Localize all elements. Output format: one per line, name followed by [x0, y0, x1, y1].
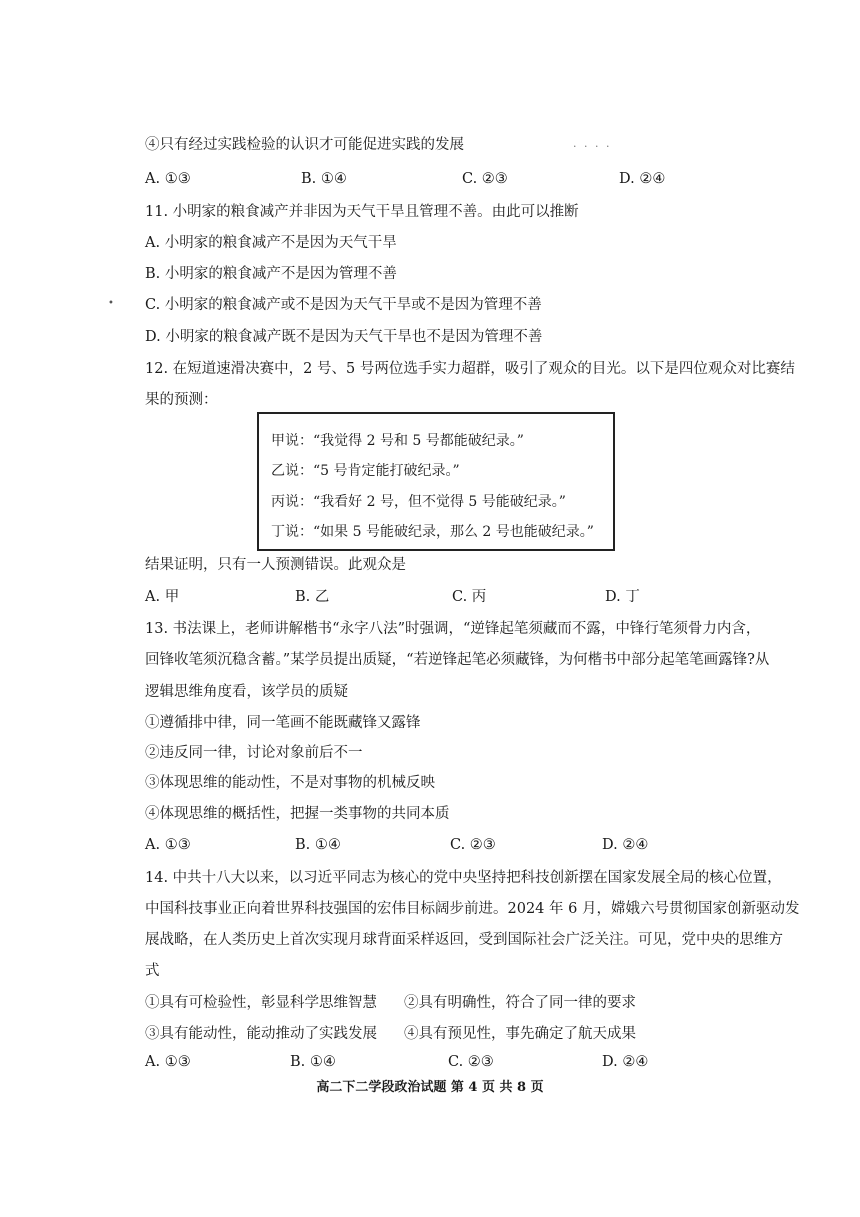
q13-option-d: D. ②④ — [602, 837, 649, 853]
q14-item-3: ③具有能动性，能动推动了实践发展 — [145, 1026, 377, 1042]
q14-stem-line-4: 式 — [145, 963, 160, 979]
q12-option-d: D. 丁 — [605, 589, 640, 605]
q12-quote-jia: 甲说：“我觉得 2 号和 5 号都能破纪录。” — [271, 433, 524, 449]
q12-stem-line-2: 果的预测： — [145, 392, 218, 408]
q14-stem-line-3: 展战略，在人类历史上首次实现月球背面采样返回，受到国际社会广泛关注。可见，党中央的思维方 — [145, 932, 783, 948]
q14-item-1: ①具有可检验性，彰显科学思维智慧 — [145, 995, 377, 1011]
q12-quote-bing: 丙说：“我看好 2 号，但不觉得 5 号能破纪录。” — [271, 494, 566, 510]
q12-quote-ding: 丁说：“如果 5 号能破纪录，那么 2 号也能破纪录。” — [271, 524, 594, 540]
q10-option-d: D. ②④ — [619, 171, 666, 187]
q10-item-4: ④只有经过实践检验的认识才可能促进实践的发展 — [145, 137, 464, 153]
scan-dot: • — [108, 298, 114, 309]
q13-item-3: ③体现思维的能动性，不是对事物的机械反映 — [145, 775, 435, 791]
q13-option-a: A. ①③ — [145, 837, 191, 853]
q14-option-c: C. ②③ — [448, 1054, 494, 1070]
q14-option-a: A. ①③ — [145, 1054, 191, 1070]
scan-smudge: · · · · — [573, 140, 612, 153]
q12-option-c: C. 丙 — [452, 589, 487, 605]
q10-option-a: A. ①③ — [145, 171, 191, 187]
q14-item-2: ②具有明确性，符合了同一律的要求 — [404, 995, 636, 1011]
q13-option-b: B. ①④ — [295, 837, 341, 853]
q12-result: 结果证明，只有一人预测错误。此观众是 — [145, 557, 406, 573]
q10-option-b: B. ①④ — [301, 171, 347, 187]
q10-option-c: C. ②③ — [462, 171, 508, 187]
q14-option-b: B. ①④ — [290, 1054, 336, 1070]
q12-option-a: A. 甲 — [145, 589, 180, 605]
q13-item-2: ②违反同一律，讨论对象前后不一 — [145, 745, 363, 761]
q14-stem-line-1: 14. 中共十八大以来，以习近平同志为核心的党中央坚持把科技创新摆在国家发展全局的核心位置， — [145, 870, 782, 886]
q13-stem-line-2: 回锋收笔须沉稳含蓄。”某学员提出质疑，“若逆锋起笔必须藏锋，为何楷书中部分起笔笔画露锋?从 — [145, 652, 770, 668]
q11-option-c: C. 小明家的粮食减产或不是因为天气干旱或不是因为管理不善 — [145, 297, 542, 313]
q11-option-d: D. 小明家的粮食减产既不是因为天气干旱也不是因为管理不善 — [145, 329, 543, 345]
q13-stem-line-1: 13. 书法课上，老师讲解楷书“永字八法”时强调，“逆锋起笔须藏而不露，中锋行笔须骨力内含， — [145, 621, 761, 637]
q11-option-a: A. 小明家的粮食减产不是因为天气干旱 — [145, 235, 397, 251]
q12-quote-box — [257, 412, 615, 551]
q11-option-b: B. 小明家的粮食减产不是因为管理不善 — [145, 266, 397, 282]
q12-option-b: B. 乙 — [295, 589, 330, 605]
q12-stem-line-1: 12. 在短道速滑决赛中，2 号、5 号两位选手实力超群，吸引了观众的目光。以下是四位观众对比赛结 — [145, 361, 795, 377]
page-footer: 高二下二学段政治试题 第 4 页 共 8 页 — [316, 1080, 544, 1095]
q14-option-d: D. ②④ — [602, 1054, 649, 1070]
q12-quote-yi: 乙说：“5 号肯定能打破纪录。” — [271, 463, 460, 479]
q13-item-1: ①遵循排中律，同一笔画不能既藏锋又露锋 — [145, 715, 421, 731]
q14-stem-line-2: 中国科技事业正向着世界科技强国的宏伟目标阔步前进。2024 年 6 月，嫦娥六号贯彻国家创新驱动发 — [145, 901, 800, 917]
q11-stem: 11. 小明家的粮食减产并非因为天气干旱且管理不善。由此可以推断 — [145, 204, 579, 220]
q13-stem-line-3: 逻辑思维角度看，该学员的质疑 — [145, 684, 348, 700]
q13-item-4: ④体现思维的概括性，把握一类事物的共同本质 — [145, 806, 450, 822]
q13-option-c: C. ②③ — [450, 837, 496, 853]
q14-item-4: ④具有预见性，事先确定了航天成果 — [404, 1026, 636, 1042]
